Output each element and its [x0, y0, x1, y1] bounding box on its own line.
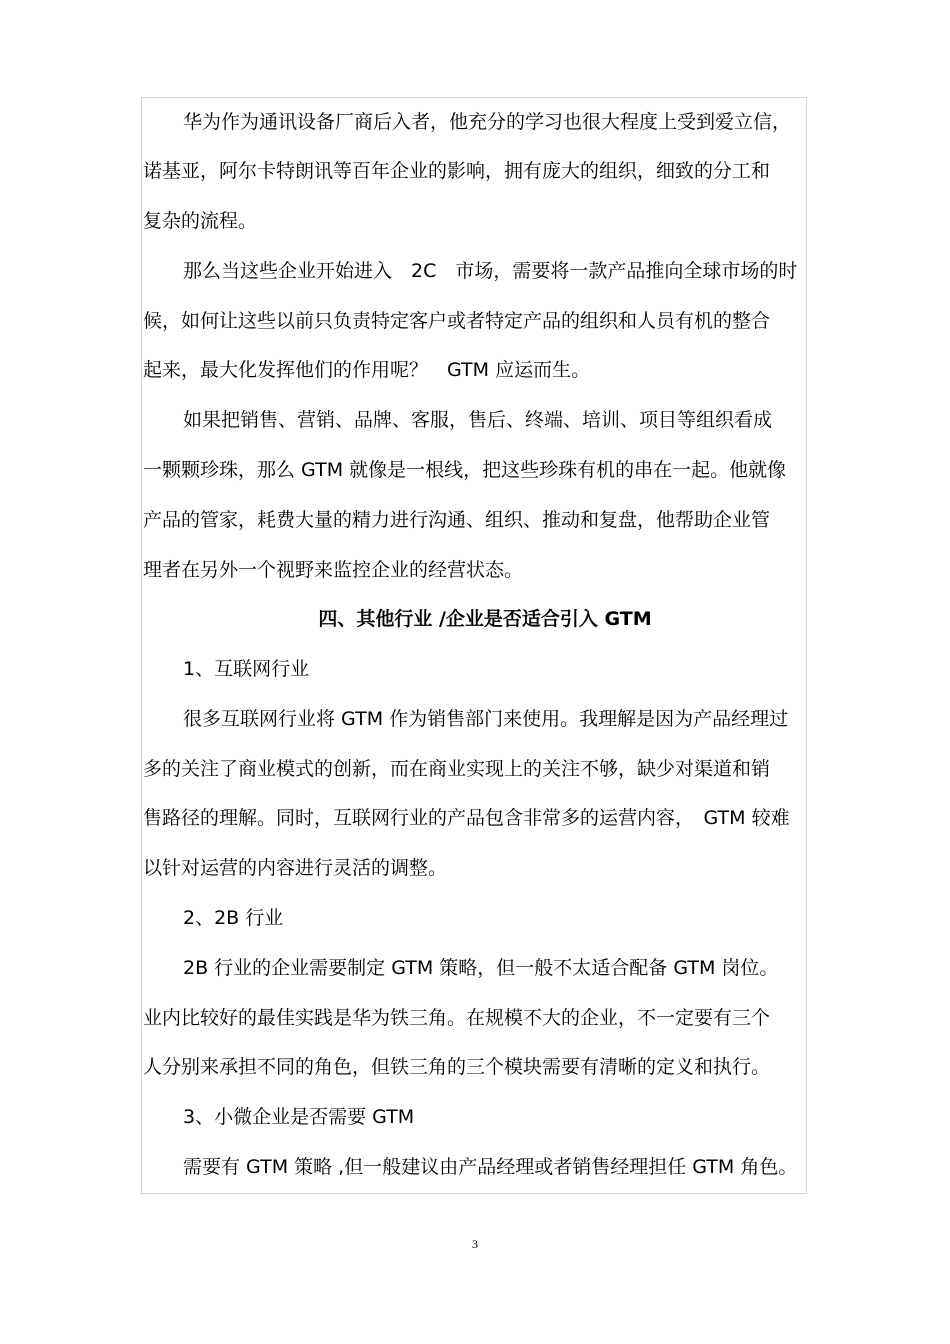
- page-number: 3: [472, 1237, 478, 1251]
- subsection-heading: 1、互联网行业: [183, 658, 310, 680]
- paragraph-line: 很多互联网行业将 GTM 作为销售部门来使用。我理解是因为产品经理过: [183, 708, 789, 730]
- subsection-heading: 3、小微企业是否需要 GTM: [183, 1106, 415, 1128]
- paragraph-line: 华为作为通讯设备厂商后入者，他充分的学习也很大程度上受到爱立信，: [183, 111, 792, 133]
- paragraph-line: 那么当这些企业开始进入 2C 市场，需要将一款产品推向全球市场的时: [183, 260, 798, 282]
- subsection-heading: 2、2B 行业: [183, 907, 284, 929]
- paragraph-line: 复杂的流程。: [143, 210, 258, 232]
- paragraph-line: 售路径的理解。同时，互联网行业的产品包含非常多的运营内容， GTM 较难: [143, 807, 790, 829]
- paragraph-line: 如果把销售、营销、品牌、客服，售后、终端、培训、项目等组织看成: [183, 409, 773, 431]
- paragraph-line: 一颗颗珍珠，那么 GTM 就像是一根线，把这些珍珠有机的串在一起。他就像: [143, 459, 787, 481]
- paragraph-line: 理者在另外一个视野来监控企业的经营状态。: [143, 559, 524, 581]
- paragraph-line: 起来，最大化发挥他们的作用呢？ GTM 应运而生。: [143, 359, 591, 381]
- paragraph-line: 候，如何让这些以前只负责特定客户或者特定产品的组织和人员有机的整合: [143, 310, 771, 332]
- paragraph-line: 诺基亚，阿尔卡特朗讯等百年企业的影响，拥有庞大的组织，细致的分工和: [143, 160, 771, 182]
- paragraph-line: 需要有 GTM 策略 ,但一般建议由产品经理或者销售经理担任 GTM 角色。: [183, 1156, 798, 1178]
- section-heading: 四、其他行业 /企业是否适合引入 GTM: [318, 608, 652, 630]
- paragraph-line: 以针对运营的内容进行灵活的调整。: [143, 857, 448, 879]
- paragraph-line: 多的关注了商业模式的创新，而在商业实现上的关注不够，缺少对渠道和销: [143, 758, 771, 780]
- paragraph-line: 2B 行业的企业需要制定 GTM 策略，但一般不太适合配备 GTM 岗位。: [183, 957, 779, 979]
- paragraph-line: 人分别来承担不同的角色，但铁三角的三个模块需要有清晰的定义和执行。: [143, 1056, 771, 1078]
- paragraph-line: 产品的管家，耗费大量的精力进行沟通、组织、推动和复盘，他帮助企业管: [143, 509, 771, 531]
- paragraph-line: 业内比较好的最佳实践是华为铁三角。在规模不大的企业，不一定要有三个: [143, 1007, 771, 1029]
